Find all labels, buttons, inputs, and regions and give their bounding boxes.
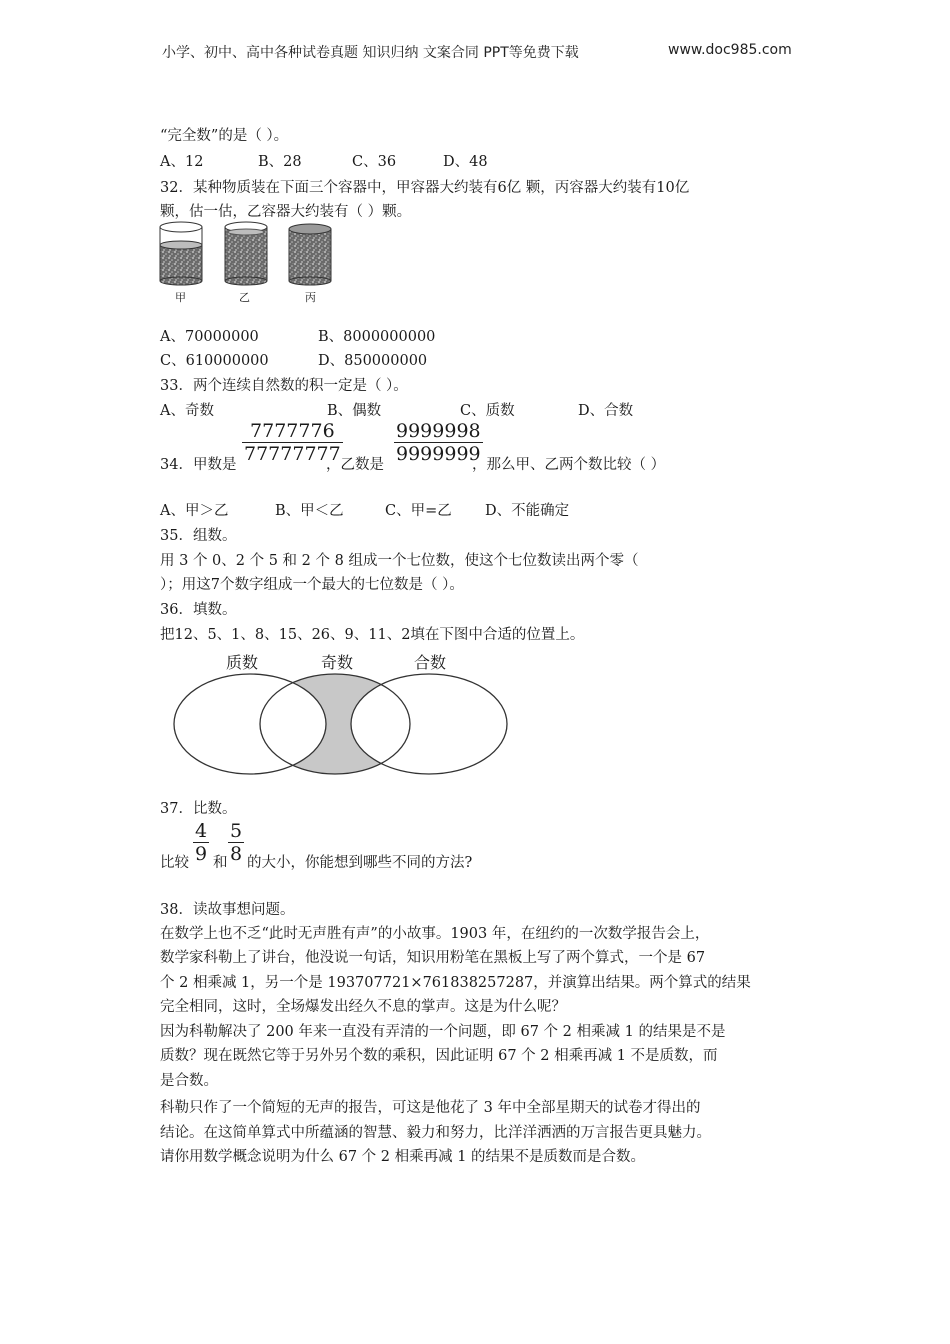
q34-option-d: D、不能确定 <box>485 503 570 519</box>
q32-option-c: C、610000000 <box>160 353 269 369</box>
q34-option-a: A、甲＞乙 <box>160 503 229 519</box>
q37-title: 37．比数。 <box>160 801 237 817</box>
q33-option-d: D、合数 <box>578 403 634 419</box>
venn-label-odd: 奇数 <box>321 653 354 672</box>
q38-line-1: 在数学上也不乏“此时无声胜有声”的小故事。1903 年，在纽约的一次数学报告会上， <box>160 926 710 942</box>
q38-line-6: 质数？现在既然它等于另外另个数的乘积，因此证明 67 个 2 相乘再减 1 不是质数，而 <box>160 1048 718 1064</box>
q34-fraction-b-numerator: 9999998 <box>396 420 481 442</box>
q38-line-9: 结论。在这简单算式中所蕴涵的智慧、毅力和努力，比洋洋洒洒的万言报告更具魅力。 <box>160 1125 711 1141</box>
q31-option-b: B、28 <box>258 154 302 170</box>
q32-line1: 32．某种物质装在下面三个容器中，甲容器大约装有6亿 颗，丙容器大约装有10亿 <box>160 180 690 196</box>
container-label-jia: 甲 <box>175 291 186 304</box>
container-jia <box>160 222 202 285</box>
q31-option-a: A、12 <box>160 154 204 170</box>
q38-line-10: 请你用数学概念说明为什么 67 个 2 相乘再减 1 的结果不是质数而是合数。 <box>160 1149 646 1165</box>
q37-fraction-a <box>193 820 209 865</box>
q34-label-a: 34．甲数是 <box>160 457 237 473</box>
q34-tail: ，那么甲、乙两个数比较（ ） <box>472 457 666 473</box>
q36-line1: 把12、5、1、8、15、26、9、11、2填在下图中合适的位置上。 <box>160 627 585 643</box>
venn-label-prime: 质数 <box>226 653 259 672</box>
q34-option-b: B、甲＜乙 <box>275 503 344 519</box>
q38-line-4: 完全相同，这时，全场爆发出经久不息的掌声。这是为什么呢？ <box>160 999 566 1015</box>
header-url: www.doc985.com <box>668 42 792 58</box>
q32-option-b: B、8000000000 <box>318 329 436 345</box>
q35-line1: 用 3 个 0、2 个 5 和 2 个 8 组成一个七位数，使这个七位数读出两个零（ <box>160 553 639 569</box>
q36-title: 36．填数。 <box>160 602 237 618</box>
q38-line-5: 因为科勒解决了 200 年来一直没有弄清的一个问题，即 67 个 2 相乘减 1 的结果是不是 <box>160 1024 726 1040</box>
q34-fraction-b <box>394 420 483 465</box>
q32-line2: 颗，估一估，乙容器大约装有（ ）颗。 <box>160 204 412 220</box>
q33-stem: 33．两个连续自然数的积一定是（ ）。 <box>160 378 408 394</box>
q32-option-a: A、70000000 <box>160 329 259 345</box>
q35-title: 35．组数。 <box>160 528 237 544</box>
q37-mid: 和 <box>213 855 228 871</box>
q37-fraction-b-numerator: 5 <box>230 820 243 842</box>
q33-option-c: C、质数 <box>460 403 515 419</box>
q38-line-3: 个 2 相乘减 1，另一个是 193707721×761838257287，并演算出结果。两个算式的结果 <box>160 975 751 991</box>
q37-fraction-a-denominator: 9 <box>195 843 208 865</box>
q38-title: 38．读故事想问题。 <box>160 902 295 918</box>
q33-option-b: B、偶数 <box>327 403 382 419</box>
q31-option-c: C、36 <box>352 154 397 170</box>
q33-option-a: A、奇数 <box>160 403 214 419</box>
q37-post: 的大小，你能想到哪些不同的方法? <box>247 855 473 871</box>
header-left: 小学、初中、高中各种试卷真题 知识归纳 文案合同 PPT等免费下载 <box>162 45 579 61</box>
q37-fraction-a-numerator: 4 <box>195 820 208 842</box>
q34-fraction-a-numerator: 7777776 <box>242 420 343 443</box>
q37-fraction-b <box>228 820 244 865</box>
q38-line-7: 是合数。 <box>160 1073 218 1089</box>
q38-line-8: 科勒只作了一个简短的无声的报告，可这是他花了 3 年中全部星期天的试卷才得出的 <box>160 1100 701 1116</box>
container-yi <box>225 222 267 285</box>
q31-option-d: D、48 <box>443 154 488 170</box>
container-label-bing: 丙 <box>305 291 316 304</box>
q31-stem: “完全数”的是（ ）。 <box>160 128 289 144</box>
venn-label-composite: 合数 <box>414 653 447 672</box>
q32-option-d: D、850000000 <box>318 353 428 369</box>
venn-diagram <box>170 672 515 778</box>
container-bing <box>289 224 331 285</box>
q34-option-c: C、甲=乙 <box>385 503 452 519</box>
containers-figure <box>150 215 350 290</box>
q34-fraction-a-denominator: 77777777 <box>244 443 341 465</box>
q38-line-2: 数学家科勒上了讲台，他没说一句话，知识用粉笔在黑板上写了两个算式，一个是 67 <box>160 950 706 966</box>
q34-label-b: ，乙数是 <box>326 457 384 473</box>
q34-fraction-b-denominator: 9999999 <box>396 443 481 465</box>
q37-fraction-b-denominator: 8 <box>230 843 243 865</box>
container-label-yi: 乙 <box>239 291 250 304</box>
q35-line2: ）；用这7个数字组成一个最大的七位数是（ ）。 <box>160 577 464 593</box>
q37-pre: 比较 <box>160 855 189 871</box>
